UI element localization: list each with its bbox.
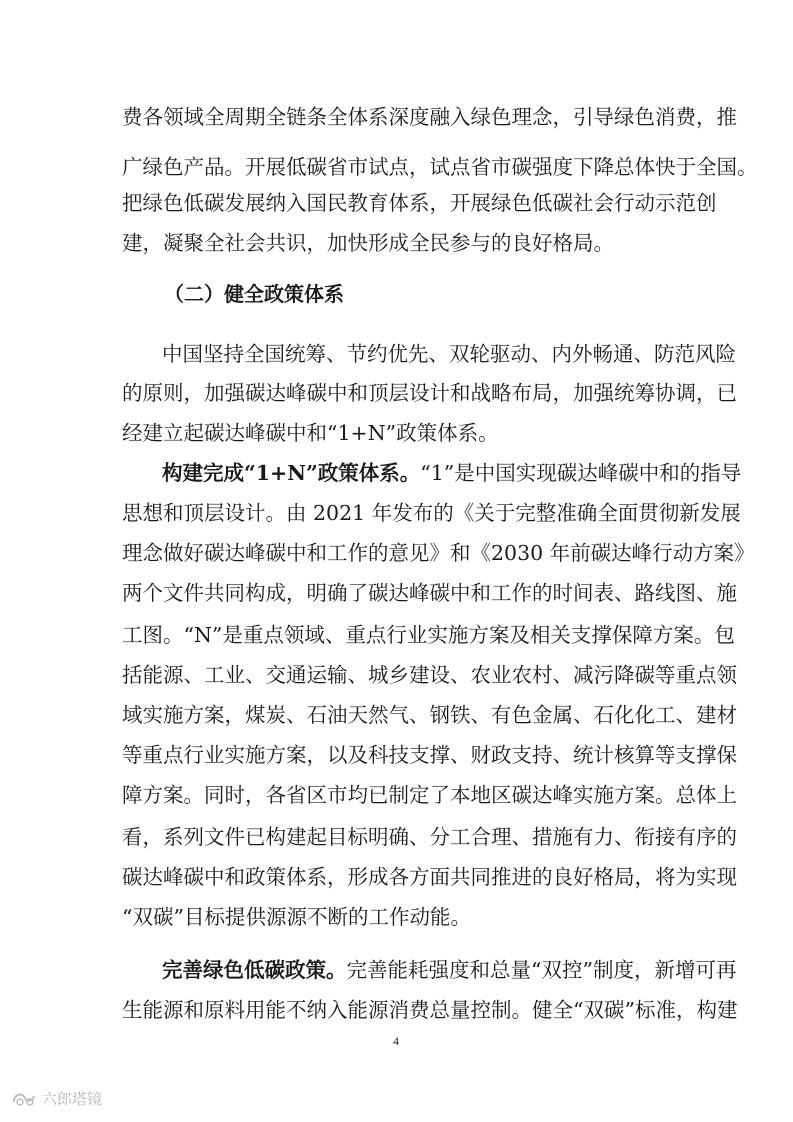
text-line: 域实施方案，煤炭、石油天然气、钢铁、有色金属、石化化工、建材 xyxy=(122,703,737,727)
text-line: 障方案。同时，各省区市均已制定了本地区碳达峰实施方案。总体上 xyxy=(122,783,737,807)
text-line: 生能源和原料用能不纳入能源消费总量控制。健全“双碳”标准，构建 xyxy=(122,998,738,1022)
text-line-rest: 完善能耗强度和总量“双控”制度，新增可再 xyxy=(346,958,737,982)
watermark xyxy=(12,1088,102,1109)
text-line: 括能源、工业、交通运输、城乡建设、农业农村、减污降碳等重点领 xyxy=(122,663,737,687)
text-line: 工图。“N”是重点领域、重点行业实施方案及相关支撑保障方案。包 xyxy=(122,623,735,647)
section-heading: （二）健全政策体系 xyxy=(164,282,344,306)
page-number: 4 xyxy=(393,1034,399,1048)
text-line: 费各领域全周期全链条全体系深度融入绿色理念，引导绿色消费，推 xyxy=(122,105,737,129)
text-line: 把绿色低碳发展纳入国民教育体系，开展绿色低碳社会行动示范创 xyxy=(122,191,717,215)
text-line xyxy=(162,461,742,485)
text-line-rest: “1”是中国实现碳达峰碳中和的指导 xyxy=(420,461,742,485)
bold-lead-phrase: 完善绿色低碳政策。 xyxy=(162,958,347,982)
text-line: 经建立起碳达峰碳中和“1+N”政策体系。 xyxy=(122,421,499,445)
text-line: 看，系列文件已构建起目标明确、分工合理、措施有力、衔接有序的 xyxy=(122,825,737,849)
text-line xyxy=(162,958,737,982)
text-line: 理念做好碳达峰碳中和工作的意见》和《2030 年前碳达峰行动方案》 xyxy=(122,541,755,565)
text-line: 等重点行业实施方案，以及科技支撑、财政支持、统计核算等支撑保 xyxy=(122,743,737,767)
text-line: 广绿色产品。开展低碳省市试点，试点省市碳强度下降总体快于全国。 xyxy=(122,155,758,179)
text-line: 思想和顶层设计。由 2021 年发布的《关于完整准确全面贯彻新发展 xyxy=(122,501,741,525)
watermark-text: 六郎塔镜 xyxy=(42,1090,103,1108)
watermark-logo-icon xyxy=(12,1090,38,1108)
text-line: 中国坚持全国统筹、节约优先、双轮驱动、内外畅通、防范风险 xyxy=(162,342,736,366)
text-line: 碳达峰碳中和政策体系，形成各方面共同推进的良好格局，将为实现 xyxy=(122,865,737,889)
text-line: 建，凝聚全社会共识，加快形成全民参与的良好格局。 xyxy=(122,231,614,255)
text-line: “双碳”目标提供源源不断的工作动能。 xyxy=(122,905,471,929)
bold-lead-phrase: 构建完成“1+N”政策体系。 xyxy=(162,461,421,485)
text-line: 的原则，加强碳达峰碳中和顶层设计和战略布局，加强统筹协调，已 xyxy=(122,381,737,405)
text-line: 两个文件共同构成，明确了碳达峰碳中和工作的时间表、路线图、施 xyxy=(122,581,737,605)
